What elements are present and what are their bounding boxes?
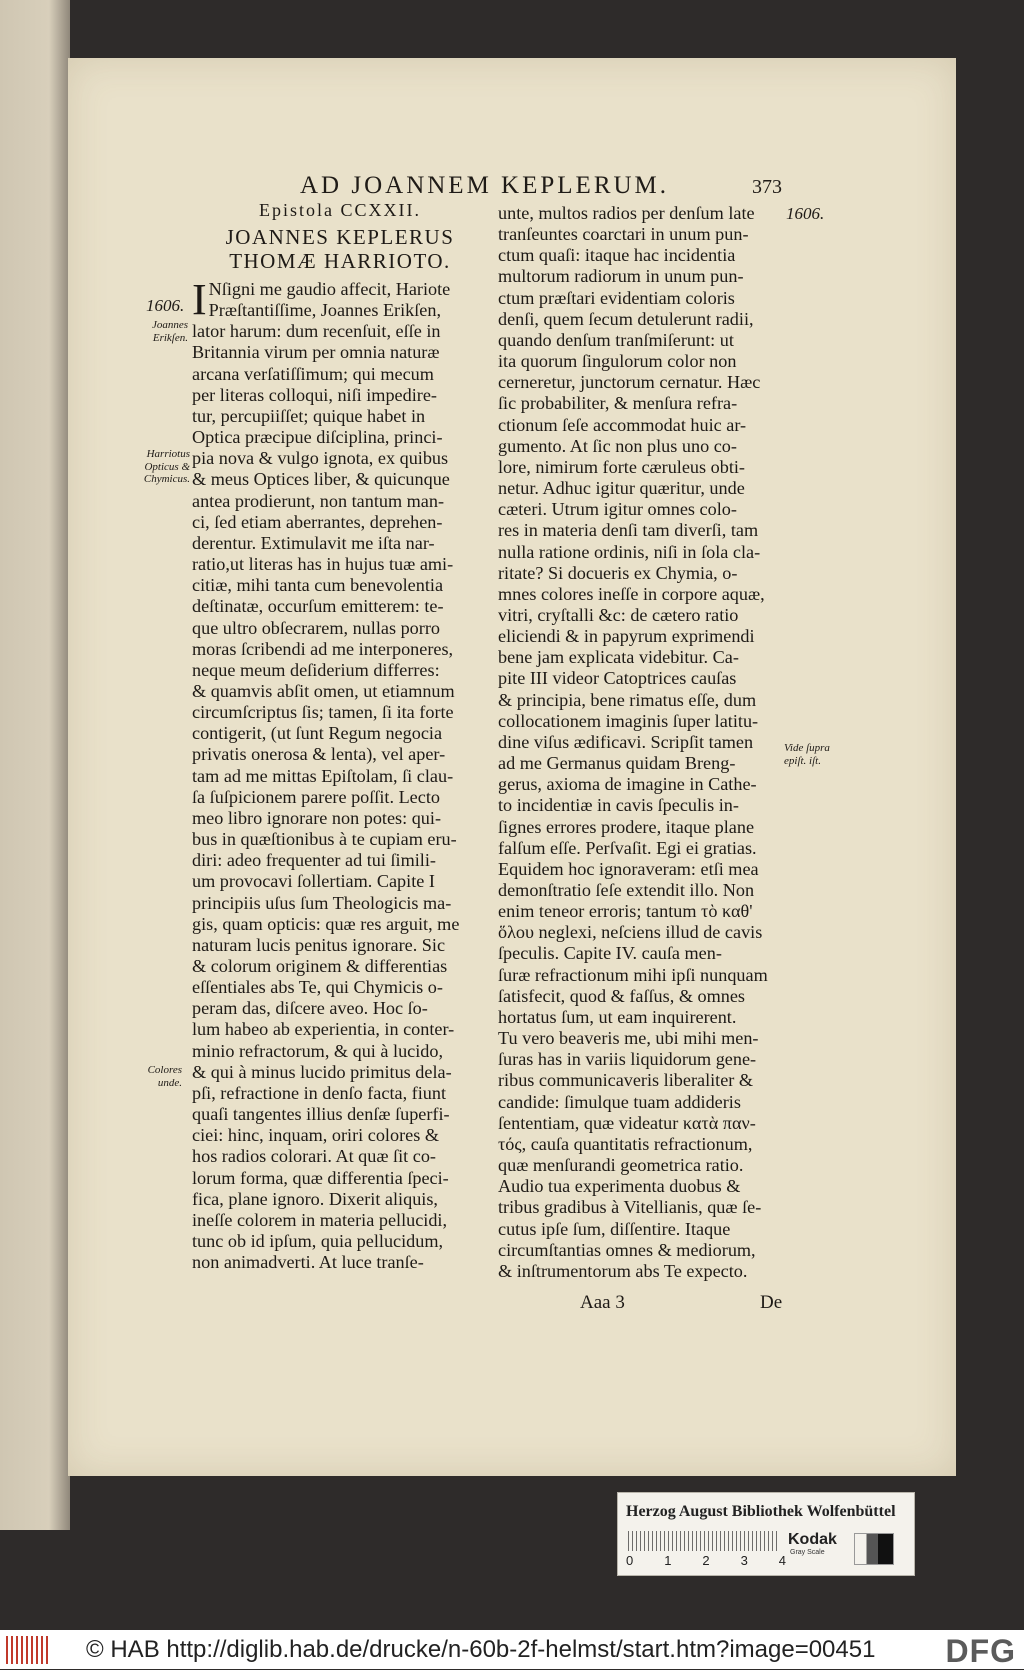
text-line: enim teneor erroris; tantum τὸ καθ': [498, 901, 753, 922]
text-line: minio refractorum, & qui à lucido,: [192, 1040, 444, 1061]
margin-note-harriotus: Harriotus Opticus & Chymicus.: [143, 448, 190, 485]
text-line: ſententiam, quæ videatur κατὰ παν-: [498, 1112, 756, 1133]
year-left: 1606.: [146, 296, 185, 315]
text-line: τός, cauſa quantitatis refractionum,: [498, 1133, 753, 1154]
text-line: ribus communicaveris liberaliter &: [498, 1070, 754, 1091]
text-line: cæteri. Utrum igitur omnes colo-: [498, 499, 737, 520]
library-name: Herzog August Bibliothek Wolfenbüttel: [626, 1503, 896, 1520]
page-number: 373: [752, 176, 782, 198]
kodak-brand: Kodak: [788, 1531, 837, 1548]
text-line: eliciendi & in papyrum exprimendi: [498, 626, 755, 647]
text-line: Nſigni me gaudio affecit, Hariote: [208, 279, 451, 299]
drop-cap: I: [192, 275, 207, 324]
text-line: antea prodierunt, non tantum man-: [192, 490, 445, 511]
text-line: collocationem imaginis ſuper latitu-: [498, 710, 759, 731]
ruler-tick: 3: [740, 1553, 748, 1568]
text-line: & principia, bene rimatus eſſe, dum: [498, 689, 757, 710]
text-line: gerus, axioma de imagine in Cathe-: [498, 774, 757, 795]
text-line: & inſtrumentorum abs Te expecto.: [498, 1260, 748, 1281]
text-line: ſuræ refractionum mihi ipſi nunquam: [498, 964, 768, 985]
text-line: que ultro obſecrarem, nullas porro: [192, 617, 440, 638]
text-line: deſtinatæ, occurſum emitterem: te-: [192, 596, 444, 617]
text-line: Audio tua experimenta duobus &: [498, 1176, 741, 1197]
text-line: cerneretur, junctorum cernatur. Hæc: [498, 372, 761, 393]
text-line: non animadverti. At luce tranſe-: [192, 1252, 424, 1273]
text-line: circumſcriptus ſis; tamen, ſi ita forte: [192, 702, 454, 723]
text-line: Britannia virum per omnia naturæ: [192, 342, 440, 363]
text-line: tam ad me mittas Epiſtolam, ſi clau-: [192, 765, 454, 786]
text-line: gis, quam opticis: quæ res arguit, me: [192, 913, 460, 934]
text-line: um provocavi ſollertiam. Capite I: [192, 871, 435, 892]
text-line: ctum quaſi: itaque hac incidentia: [498, 245, 736, 266]
text-line: eſſentiales abs Te, qui Chymicis o-: [192, 977, 443, 998]
text-line: Optica præcipue diſciplina, princi-: [192, 427, 443, 448]
text-line: lator harum: dum recenſuit, eſſe in: [192, 321, 441, 342]
text-line: demonſtratio ſeſe extendit illo. Non: [498, 880, 755, 900]
text-line: ſpeculis. Capite IV. cauſa men-: [498, 943, 722, 964]
text-line: Equidem hoc ignoraveram: etſi mea: [498, 858, 759, 879]
gray-scale-card: [617, 1492, 915, 1576]
text-line: lorum forma, quæ differentia ſpeci-: [192, 1167, 449, 1188]
text-line: neque meum deſiderium differres:: [192, 659, 440, 680]
ruler-numbers: [626, 1553, 786, 1568]
text-line: citiæ, mihi tanta cum benevolentia: [192, 575, 444, 596]
text-line: ad me Germanus quidam Breng-: [498, 753, 736, 774]
text-line: mnes colores ineſſe in corpore aquæ,: [498, 583, 765, 604]
text-line: netur. Adhuc igitur quæritur, unde: [498, 478, 745, 499]
text-line: multorum radiorum in unum pun-: [498, 266, 744, 287]
text-line: ſuras has in variis liquidorum gene-: [498, 1049, 757, 1070]
signature-mark: Aaa 3: [580, 1292, 625, 1313]
ruler-tick: 0: [626, 1553, 634, 1568]
text-line: ſa ſuſpicionem parere poſſit. Lecto: [192, 786, 440, 807]
ruler: [628, 1531, 778, 1551]
text-line: contigerit, (ut ſunt Regum negocia: [192, 723, 443, 744]
catchword: De: [760, 1292, 783, 1313]
text-line: lum habeo ab experientia, in conter-: [192, 1019, 455, 1040]
text-line: derentur. Extimulavit me iſta nar-: [192, 532, 435, 553]
left-text-column: [192, 275, 478, 1273]
text-line: vitri, cryſtalli &c: de cætero ratio: [498, 604, 739, 625]
text-line: quando denſum tranſmiſerunt: ut: [498, 329, 734, 350]
text-line: pite III videor Catoptrices cauſas: [498, 668, 737, 689]
text-line: tribus gradibus à Vitellianis, quæ ſe-: [498, 1197, 762, 1218]
letter-heading: [204, 200, 476, 273]
text-line: peram das, diſcere aveo. Hoc ſo-: [192, 998, 428, 1019]
text-line: ſignes errores prodere, itaque plane: [498, 816, 755, 837]
text-line: ὅλου neglexi, neſciens illud de cavis: [498, 922, 763, 943]
ruler-tick: 4: [778, 1553, 786, 1568]
text-line: & qui à minus lucido primitus dela-: [192, 1061, 452, 1082]
text-line: meo libro ignorare non potes: qui-: [192, 807, 442, 828]
ruler-tick: 2: [702, 1553, 710, 1568]
text-line: falſum eſſe. Perſvaſit. Egi ei gratias.: [498, 837, 757, 858]
right-lines: [498, 203, 786, 1282]
text-line: candide: ſimulque tuam addideris: [498, 1091, 741, 1112]
text-line: pſi, refractione in denſo facta, fiunt: [192, 1082, 447, 1103]
text-line: lore, nimirum forte cæruleus obti-: [498, 456, 745, 477]
text-line: ctionum ſeſe accommodat huic ar-: [498, 414, 747, 435]
epistola-number: Epistola CCXXII.: [259, 200, 421, 220]
author-line-1: JOANNES KEPLERUS: [225, 225, 455, 249]
text-line: circumſtantias omnes & mediorum,: [498, 1239, 756, 1260]
text-line: bene jam explicata videbitur. Ca-: [498, 647, 739, 668]
text-line: fica, plane ignoro. Dixerit aliquis,: [192, 1188, 438, 1209]
text-line: bus in quæſtionibus à te cupiam eru-: [192, 829, 457, 850]
text-line: dine viſus ædificavi. Scripſit tamen: [498, 731, 754, 752]
text-line: ci, ſed etiam aberrantes, deprehen-: [192, 511, 443, 532]
text-line: naturam lucis penitus ignorare. Sic: [192, 934, 446, 955]
author-line-2: THOMÆ HARRIOTO.: [229, 249, 451, 273]
text-line: ita quorum ſingulorum color non: [498, 351, 737, 372]
margin-note-vide: Vide ſupra epiſt. iſt.: [784, 742, 830, 767]
text-line: arcana verſatiſſimum; qui mecum: [192, 363, 434, 384]
text-line: to incidentiæ in cavis ſpeculis in-: [498, 795, 739, 816]
text-line: moras ſcribendi ad me interponeres,: [192, 638, 454, 659]
text-line: pia nova & vulgo ignota, ex quibus: [192, 448, 449, 469]
text-line: ſic probabiliter, & menſura refra-: [498, 393, 738, 414]
text-line: & meus Optices liber, & quicunque: [192, 469, 450, 490]
left-lines: [192, 275, 478, 1273]
hab-barcode-icon: [6, 1636, 48, 1664]
text-line: unte, multos radios per denſum late: [498, 203, 755, 223]
text-line: Præſtantiſſime, Joannes Erikſen,: [208, 300, 442, 321]
text-line: diri: adeo frequenter ad tui ſimili-: [192, 850, 436, 871]
text-line: ctum præſtari evidentiam coloris: [498, 287, 735, 308]
text-line: res in materia denſi tam diverſi, tam: [498, 520, 759, 541]
margin-note-colores: Colores unde.: [147, 1064, 182, 1089]
running-head: AD JOANNEM KEPLERUM.: [300, 172, 670, 199]
text-line: ratio,ut literas has in hujus tuæ ami-: [192, 554, 454, 575]
text-line: principiis uſus ſum Theologicis ma-: [192, 892, 452, 913]
text-line: quaſi tangentes illius denſæ ſuperfi-: [192, 1104, 450, 1125]
text-line: ciei: hinc, inquam, oriri colores &: [192, 1125, 439, 1146]
text-line: nulla ratione ordinis, niſi in ſola cla-: [498, 541, 761, 562]
text-line: denſi, quem ſecum detulerunt radii,: [498, 308, 754, 329]
text-line: & quamvis abſit omen, ut etiamnum: [192, 680, 455, 701]
text-line: quæ menſurandi geometrica ratio.: [498, 1155, 744, 1176]
source-url[interactable]: © HAB http://diglib.hab.de/drucke/n-60b-2f-helmst/start.htm?image=00451: [86, 1636, 876, 1663]
text-line: per literas colloqui, niſi impedire-: [192, 384, 437, 405]
text-line: hos radios colorari. At quæ ſit co-: [192, 1146, 436, 1167]
ruler-tick: 1: [664, 1553, 672, 1568]
gray-scale-label: Gray Scale: [790, 1549, 825, 1556]
text-line: tur, percupiiſſet; quique habet in: [192, 405, 426, 426]
text-line: & colorum originem & differentias: [192, 956, 448, 976]
text-line: gumento. At ſic non plus uno co-: [498, 435, 737, 456]
margin-note-joannes: Joannes Erikſen.: [151, 319, 188, 344]
right-text-column: [498, 203, 786, 1282]
gray-patch: [854, 1533, 894, 1565]
dfg-logo: DFG: [945, 1633, 1016, 1669]
text-line: cutus ipſe ſum, diſſentire. Itaque: [498, 1218, 731, 1239]
footer-bar: [0, 1630, 1024, 1669]
text-line: hortatus ſum, ut eam inquirerent.: [498, 1006, 737, 1027]
year-right: 1606.: [786, 204, 825, 223]
text-line: tunc ob id ipſum, quia pellucidum,: [192, 1231, 444, 1252]
text-line: ineſſe colorem in materia pellucidi,: [192, 1209, 448, 1230]
adjacent-page-edge: [0, 0, 70, 1530]
text-line: ſatisfecit, quod & faſſus, & omnes: [498, 985, 746, 1006]
text-line: privatis onerosa & lenta), vel aper-: [192, 744, 446, 765]
text-line: tranſeuntes coarctari in unum pun-: [498, 224, 749, 245]
text-line: Tu vero beaveris me, ubi mihi men-: [498, 1028, 759, 1049]
text-line: ritate? Si docueris ex Chymia, o-: [498, 562, 738, 583]
